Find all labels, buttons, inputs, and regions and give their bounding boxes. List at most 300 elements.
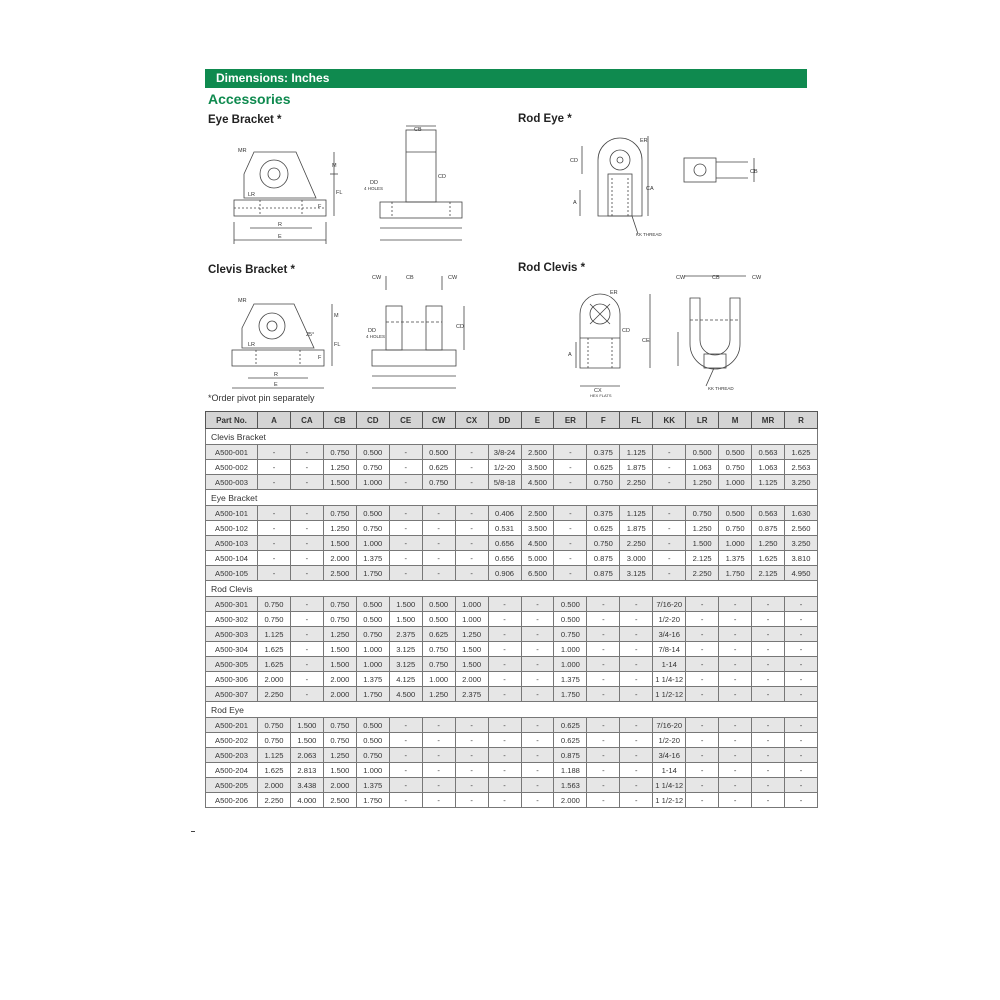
- column-header: DD: [488, 412, 521, 429]
- table-cell: 0.656: [488, 551, 521, 566]
- table-cell: -: [488, 718, 521, 733]
- table-cell: -: [785, 778, 818, 793]
- part-number-cell: A500-306: [206, 672, 258, 687]
- table-cell: 0.625: [554, 733, 587, 748]
- table-cell: -: [653, 506, 686, 521]
- table-cell: 2.250: [258, 687, 291, 702]
- table-cell: 7/16-20: [653, 597, 686, 612]
- eye-bracket-label: CD: [438, 174, 446, 180]
- clevis-bracket-label: CB: [406, 275, 414, 281]
- table-cell: -: [554, 460, 587, 475]
- table-header-row: [206, 412, 818, 429]
- table-cell: -: [752, 733, 785, 748]
- table-cell: -: [785, 718, 818, 733]
- table-cell: -: [290, 657, 323, 672]
- table-cell: -: [752, 642, 785, 657]
- table-cell: -: [422, 521, 455, 536]
- table-cell: -: [554, 566, 587, 581]
- table-cell: 0.500: [356, 506, 389, 521]
- table-cell: -: [752, 718, 785, 733]
- table-cell: -: [290, 521, 323, 536]
- table-cell: -: [587, 612, 620, 627]
- table-cell: 1.625: [785, 445, 818, 460]
- eye-bracket-label: FL: [336, 190, 343, 196]
- table-cell: 2.000: [323, 687, 356, 702]
- table-cell: 0.750: [587, 536, 620, 551]
- clevis-bracket-label: 25°: [306, 332, 315, 338]
- table-row: [206, 672, 818, 687]
- table-cell: -: [521, 793, 554, 808]
- table-cell: 2.125: [686, 551, 719, 566]
- group-label: Rod Eye: [206, 702, 818, 718]
- table-cell: 1.000: [455, 597, 488, 612]
- column-header: CB: [323, 412, 356, 429]
- table-cell: 3/4-16: [653, 627, 686, 642]
- table-cell: 0.750: [356, 521, 389, 536]
- table-cell: 1-14: [653, 657, 686, 672]
- table-cell: -: [389, 460, 422, 475]
- table-cell: 0.750: [323, 612, 356, 627]
- table-cell: 4.950: [785, 566, 818, 581]
- table-cell: 0.625: [587, 460, 620, 475]
- rod-clevis-label: CX: [594, 388, 602, 394]
- table-cell: -: [258, 475, 291, 490]
- table-cell: -: [686, 748, 719, 763]
- table-cell: 1.875: [620, 460, 653, 475]
- column-header: ER: [554, 412, 587, 429]
- table-cell: -: [620, 793, 653, 808]
- table-cell: -: [719, 763, 752, 778]
- table-cell: -: [620, 627, 653, 642]
- clevis-bracket-label: F: [318, 355, 322, 361]
- table-cell: 1.125: [620, 506, 653, 521]
- table-cell: 1.250: [323, 627, 356, 642]
- table-cell: 5/8-18: [488, 475, 521, 490]
- table-cell: 0.625: [422, 460, 455, 475]
- table-cell: -: [653, 460, 686, 475]
- table-cell: -: [587, 748, 620, 763]
- table-cell: -: [290, 642, 323, 657]
- table-cell: 2.500: [521, 506, 554, 521]
- table-cell: -: [554, 445, 587, 460]
- table-cell: -: [719, 793, 752, 808]
- table-group-row: [206, 581, 818, 597]
- table-cell: -: [389, 733, 422, 748]
- table-cell: 2.250: [258, 793, 291, 808]
- table-cell: 1.000: [719, 536, 752, 551]
- table-cell: -: [587, 642, 620, 657]
- table-cell: 1.563: [554, 778, 587, 793]
- table-cell: 4.125: [389, 672, 422, 687]
- rod-clevis-label: CW: [676, 275, 686, 281]
- table-cell: -: [389, 748, 422, 763]
- table-cell: 1/2-20: [653, 612, 686, 627]
- table-cell: 3.250: [785, 475, 818, 490]
- table-cell: 1.250: [422, 687, 455, 702]
- table-cell: 0.625: [587, 521, 620, 536]
- clevis-bracket-label: R: [274, 372, 278, 378]
- table-cell: -: [785, 687, 818, 702]
- table-cell: 0.625: [422, 627, 455, 642]
- clevis-bracket-label: CW: [448, 275, 458, 281]
- section-banner: Dimensions: Inches: [205, 69, 807, 88]
- table-cell: 3.125: [389, 657, 422, 672]
- table-cell: 2.500: [323, 566, 356, 581]
- table-cell: 1.250: [455, 627, 488, 642]
- table-cell: 0.500: [356, 445, 389, 460]
- table-cell: -: [785, 748, 818, 763]
- column-header: A: [258, 412, 291, 429]
- table-cell: -: [653, 445, 686, 460]
- table-cell: 1.250: [323, 460, 356, 475]
- clevis-bracket-label: FL: [334, 342, 341, 348]
- table-cell: -: [521, 657, 554, 672]
- table-cell: -: [290, 445, 323, 460]
- table-cell: 0.500: [356, 718, 389, 733]
- table-cell: -: [620, 657, 653, 672]
- table-cell: 1.125: [258, 748, 291, 763]
- dimensions-table: [205, 411, 818, 808]
- table-cell: 2.563: [785, 460, 818, 475]
- table-cell: 0.750: [323, 445, 356, 460]
- table-cell: 3.500: [521, 521, 554, 536]
- clevis-bracket-label: M: [334, 313, 339, 319]
- table-cell: -: [785, 672, 818, 687]
- table-cell: -: [587, 733, 620, 748]
- table-cell: 1.000: [356, 657, 389, 672]
- table-cell: 0.875: [752, 521, 785, 536]
- table-cell: 1/2-20: [653, 733, 686, 748]
- table-cell: -: [389, 763, 422, 778]
- table-cell: -: [686, 642, 719, 657]
- part-number-cell: A500-103: [206, 536, 258, 551]
- eye-bracket-label: MR: [238, 148, 247, 154]
- eye-bracket-label: E: [278, 234, 282, 240]
- table-cell: -: [719, 687, 752, 702]
- rod-clevis-label: A: [568, 352, 572, 358]
- table-cell: 1.500: [389, 612, 422, 627]
- table-cell: 1.125: [620, 445, 653, 460]
- table-cell: 0.750: [323, 733, 356, 748]
- table-row: [206, 718, 818, 733]
- table-cell: -: [587, 718, 620, 733]
- table-cell: -: [785, 627, 818, 642]
- table-cell: -: [290, 612, 323, 627]
- table-row: [206, 687, 818, 702]
- table-cell: -: [389, 445, 422, 460]
- table-cell: -: [785, 793, 818, 808]
- column-header: M: [719, 412, 752, 429]
- table-cell: -: [258, 506, 291, 521]
- table-cell: -: [488, 687, 521, 702]
- part-number-cell: A500-001: [206, 445, 258, 460]
- table-cell: -: [521, 778, 554, 793]
- part-number-cell: A500-303: [206, 627, 258, 642]
- table-cell: 1.500: [290, 718, 323, 733]
- table-cell: -: [455, 733, 488, 748]
- part-number-cell: A500-201: [206, 718, 258, 733]
- table-cell: 1.000: [554, 657, 587, 672]
- table-cell: 0.500: [356, 733, 389, 748]
- table-cell: 0.563: [752, 506, 785, 521]
- table-row: [206, 597, 818, 612]
- table-cell: -: [686, 627, 719, 642]
- table-cell: -: [422, 506, 455, 521]
- table-cell: 2.000: [323, 672, 356, 687]
- table-cell: 0.750: [356, 460, 389, 475]
- table-cell: 2.000: [323, 778, 356, 793]
- table-cell: 1.500: [455, 642, 488, 657]
- table-cell: -: [258, 551, 291, 566]
- table-cell: 0.750: [686, 506, 719, 521]
- table-cell: 1.000: [356, 536, 389, 551]
- table-cell: -: [719, 733, 752, 748]
- group-label: Rod Clevis: [206, 581, 818, 597]
- eye-bracket-label: CB: [414, 127, 422, 133]
- table-cell: -: [455, 551, 488, 566]
- table-cell: 2.500: [521, 445, 554, 460]
- part-number-cell: A500-204: [206, 763, 258, 778]
- table-cell: 4.500: [521, 475, 554, 490]
- part-number-cell: A500-104: [206, 551, 258, 566]
- eye-bracket-drawing: [226, 122, 476, 250]
- table-cell: 0.875: [554, 748, 587, 763]
- table-cell: -: [587, 793, 620, 808]
- table-cell: -: [653, 551, 686, 566]
- clevis-bracket-label: 4 HOLES: [366, 334, 386, 339]
- table-cell: 0.750: [422, 475, 455, 490]
- table-cell: -: [290, 566, 323, 581]
- table-cell: -: [554, 506, 587, 521]
- table-cell: 1.000: [455, 612, 488, 627]
- column-header: E: [521, 412, 554, 429]
- table-cell: -: [719, 612, 752, 627]
- table-cell: -: [620, 672, 653, 687]
- table-row: [206, 521, 818, 536]
- table-cell: -: [455, 778, 488, 793]
- table-row: [206, 612, 818, 627]
- table-cell: 1.875: [620, 521, 653, 536]
- table-cell: -: [785, 763, 818, 778]
- table-cell: 2.813: [290, 763, 323, 778]
- column-header: CX: [455, 412, 488, 429]
- table-cell: 0.875: [587, 566, 620, 581]
- table-cell: 6.500: [521, 566, 554, 581]
- table-cell: 1.375: [356, 551, 389, 566]
- table-cell: -: [752, 687, 785, 702]
- table-cell: 1 1/4-12: [653, 672, 686, 687]
- table-cell: -: [521, 627, 554, 642]
- table-cell: 1.250: [752, 536, 785, 551]
- table-cell: -: [719, 642, 752, 657]
- table-cell: 1.375: [719, 551, 752, 566]
- rod-eye-label: A: [573, 200, 577, 206]
- table-cell: 1.625: [258, 642, 291, 657]
- table-cell: 2.250: [620, 536, 653, 551]
- eye-bracket-label: F: [318, 204, 322, 210]
- eye-bracket-label: R: [278, 222, 282, 228]
- table-cell: -: [521, 763, 554, 778]
- table-cell: 0.750: [719, 460, 752, 475]
- table-cell: 1-14: [653, 763, 686, 778]
- table-cell: -: [620, 733, 653, 748]
- table-cell: -: [488, 627, 521, 642]
- table-cell: -: [587, 687, 620, 702]
- table-cell: -: [290, 672, 323, 687]
- table-cell: -: [455, 718, 488, 733]
- table-cell: 2.500: [323, 793, 356, 808]
- table-cell: 0.750: [356, 748, 389, 763]
- table-cell: 1.125: [752, 475, 785, 490]
- column-header: LR: [686, 412, 719, 429]
- table-cell: -: [719, 657, 752, 672]
- table-cell: 1.750: [356, 687, 389, 702]
- rod-eye-title: Rod Eye *: [518, 113, 572, 125]
- table-cell: -: [554, 536, 587, 551]
- table-cell: -: [455, 445, 488, 460]
- rod-eye-drawing: [570, 130, 780, 240]
- table-cell: -: [488, 672, 521, 687]
- table-cell: -: [686, 763, 719, 778]
- table-cell: 2.063: [290, 748, 323, 763]
- rod-clevis-label: CD: [622, 328, 630, 334]
- table-cell: -: [686, 672, 719, 687]
- table-group-row: [206, 702, 818, 718]
- table-cell: 1.000: [356, 763, 389, 778]
- table-row: [206, 763, 818, 778]
- rod-clevis-title: Rod Clevis *: [518, 262, 586, 274]
- table-cell: -: [785, 612, 818, 627]
- table-cell: -: [389, 793, 422, 808]
- clevis-bracket-drawing: [226, 270, 486, 394]
- table-cell: -: [455, 460, 488, 475]
- table-cell: -: [290, 627, 323, 642]
- table-cell: 7/16-20: [653, 718, 686, 733]
- table-cell: 2.000: [258, 778, 291, 793]
- table-cell: -: [488, 793, 521, 808]
- part-number-cell: A500-002: [206, 460, 258, 475]
- table-cell: 3.500: [521, 460, 554, 475]
- table-cell: 1.750: [356, 793, 389, 808]
- table-cell: 0.750: [587, 475, 620, 490]
- table-cell: -: [521, 597, 554, 612]
- table-row: [206, 733, 818, 748]
- table-cell: -: [422, 536, 455, 551]
- table-cell: 3/8-24: [488, 445, 521, 460]
- table-cell: 4.000: [290, 793, 323, 808]
- table-cell: 1.250: [686, 475, 719, 490]
- table-cell: 0.750: [258, 733, 291, 748]
- clevis-bracket-label: CD: [456, 324, 464, 330]
- table-cell: 2.375: [389, 627, 422, 642]
- eye-bracket-label: 4 HOLES: [364, 186, 384, 191]
- column-header: F: [587, 412, 620, 429]
- part-number-cell: A500-105: [206, 566, 258, 581]
- table-cell: -: [554, 521, 587, 536]
- column-header: CD: [356, 412, 389, 429]
- table-cell: 3.125: [389, 642, 422, 657]
- table-cell: 0.500: [422, 612, 455, 627]
- table-cell: 4.500: [389, 687, 422, 702]
- rod-clevis-drawing: [566, 270, 776, 398]
- table-cell: 0.750: [258, 597, 291, 612]
- table-cell: -: [290, 460, 323, 475]
- table-cell: -: [719, 672, 752, 687]
- table-cell: -: [258, 566, 291, 581]
- table-cell: 1.000: [422, 672, 455, 687]
- table-cell: -: [455, 566, 488, 581]
- rod-clevis-label: CE: [642, 338, 650, 344]
- table-cell: -: [752, 627, 785, 642]
- table-cell: -: [752, 748, 785, 763]
- table-cell: 1.000: [356, 642, 389, 657]
- table-cell: 2.375: [455, 687, 488, 702]
- table-cell: 2.560: [785, 521, 818, 536]
- table-row: [206, 778, 818, 793]
- table-cell: 2.250: [686, 566, 719, 581]
- table-cell: -: [258, 521, 291, 536]
- table-cell: -: [488, 597, 521, 612]
- table-cell: -: [620, 612, 653, 627]
- margin-mark: [191, 831, 195, 832]
- table-group-row: [206, 429, 818, 445]
- table-cell: 1.630: [785, 506, 818, 521]
- table-cell: 0.750: [258, 718, 291, 733]
- table-cell: -: [785, 657, 818, 672]
- part-number-cell: A500-102: [206, 521, 258, 536]
- table-cell: 0.625: [554, 718, 587, 733]
- table-cell: -: [620, 687, 653, 702]
- table-cell: 1.000: [554, 642, 587, 657]
- table-cell: -: [455, 748, 488, 763]
- table-cell: 1.188: [554, 763, 587, 778]
- eye-bracket-label: DD: [370, 180, 378, 186]
- table-cell: 0.500: [719, 506, 752, 521]
- page-title: Accessories: [208, 91, 291, 107]
- table-cell: -: [752, 793, 785, 808]
- eye-bracket-label: M: [332, 163, 337, 169]
- table-cell: -: [521, 748, 554, 763]
- table-cell: -: [422, 733, 455, 748]
- table-cell: 0.750: [323, 597, 356, 612]
- table-cell: -: [620, 778, 653, 793]
- table-cell: -: [686, 778, 719, 793]
- table-cell: -: [587, 672, 620, 687]
- rod-eye-label: CA: [646, 186, 654, 192]
- table-cell: -: [290, 551, 323, 566]
- table-cell: -: [785, 597, 818, 612]
- table-cell: 1.000: [356, 475, 389, 490]
- table-cell: 1.750: [719, 566, 752, 581]
- clevis-bracket-label: CW: [372, 275, 382, 281]
- table-cell: 1.063: [752, 460, 785, 475]
- table-cell: -: [785, 642, 818, 657]
- table-cell: -: [488, 748, 521, 763]
- table-cell: -: [752, 778, 785, 793]
- table-cell: -: [521, 612, 554, 627]
- table-cell: -: [554, 475, 587, 490]
- table-cell: -: [587, 778, 620, 793]
- table-cell: -: [554, 551, 587, 566]
- table-cell: -: [587, 763, 620, 778]
- table-cell: -: [488, 778, 521, 793]
- table-cell: -: [686, 793, 719, 808]
- table-cell: 1.500: [323, 475, 356, 490]
- table-row: [206, 445, 818, 460]
- table-cell: 0.750: [323, 506, 356, 521]
- column-header: CE: [389, 412, 422, 429]
- column-header: CA: [290, 412, 323, 429]
